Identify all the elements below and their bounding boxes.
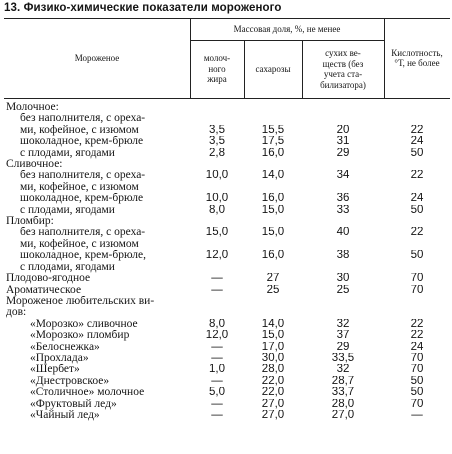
solids-value: 28,7 <box>331 375 355 387</box>
header-solids <box>302 40 384 98</box>
table-row <box>4 330 450 341</box>
table-row <box>4 205 450 216</box>
table-title: 13. Физико-химические показатели мороженого <box>4 2 282 14</box>
solids-value: 36 <box>336 193 350 205</box>
table-row <box>4 296 450 307</box>
sugar-value <box>244 159 302 170</box>
acidity-value: — <box>411 409 423 421</box>
acidity-value: 50 <box>410 387 424 399</box>
table-row <box>4 148 450 159</box>
table-row <box>4 342 450 353</box>
acidity-value: 50 <box>410 375 424 387</box>
solids-value: 38 <box>336 250 350 262</box>
solids-value <box>302 216 384 227</box>
solids-value: 28,0 <box>331 398 355 410</box>
acidity-value: 24 <box>410 136 424 148</box>
table-row <box>4 285 450 296</box>
solids-value: 33,5 <box>331 352 355 364</box>
fat-value: 2,8 <box>209 147 225 159</box>
header-product <box>4 18 190 98</box>
row-name: Мороженое любительских ви- <box>6 295 155 307</box>
row-name: ми, кофейное, с изюмом <box>20 238 139 250</box>
acidity-value <box>384 239 450 250</box>
sugar-value <box>244 102 302 113</box>
sugar-value: 17,5 <box>261 136 285 148</box>
solids-value <box>302 296 384 307</box>
row-name: «Морозко» пломбир <box>30 330 130 342</box>
solids-value: 37 <box>336 330 350 342</box>
table-row <box>4 193 450 204</box>
row-name: ми, кофейное, с изюмом <box>20 124 139 136</box>
solids-value: 20 <box>336 124 350 136</box>
row-name: Ароматическое <box>6 284 82 296</box>
fat-value: — <box>211 409 223 421</box>
sugar-value <box>244 262 302 273</box>
table-row <box>4 170 450 181</box>
sugar-value: 14,0 <box>261 170 285 182</box>
row-name: Плодово-ягодное <box>6 273 91 285</box>
acidity-value: 24 <box>410 341 424 353</box>
acidity-value <box>384 296 450 307</box>
solids-value <box>302 102 384 113</box>
table-row <box>4 102 450 113</box>
sugar-value: 27,0 <box>261 398 285 410</box>
fat-value: 3,5 <box>209 136 225 148</box>
row-name: без наполнителя, с ореха- <box>20 227 146 239</box>
acidity-value: 22 <box>410 170 424 182</box>
row-name: с плодами, ягодами <box>20 147 115 159</box>
fat-value <box>190 113 244 124</box>
sugar-value: 14,0 <box>261 318 285 330</box>
solids-value: 27,0 <box>331 409 355 421</box>
acidity-value <box>384 113 450 124</box>
header-solids-line: сухих ве- <box>325 48 361 58</box>
sugar-value: 27 <box>266 273 280 285</box>
acidity-value <box>384 102 450 113</box>
row-name: «Белоснежка» <box>30 341 100 353</box>
fat-value: — <box>211 375 223 387</box>
fat-value: 3,5 <box>209 124 225 136</box>
fat-value: 5,0 <box>209 387 225 399</box>
solids-value <box>302 182 384 193</box>
header-fat <box>190 40 244 98</box>
row-name: «Шербет» <box>30 364 80 376</box>
fat-value <box>190 239 244 250</box>
sugar-value: 27,0 <box>261 409 285 421</box>
sugar-value: 15,0 <box>261 330 285 342</box>
sugar-value <box>244 307 302 318</box>
sugar-value: 16,0 <box>261 147 285 159</box>
table-row <box>4 307 450 318</box>
sugar-value: 15,5 <box>261 124 285 136</box>
fat-value <box>190 307 244 318</box>
fat-value: 1,0 <box>209 364 225 376</box>
header-bottom-rule <box>4 98 450 99</box>
solids-value: 33 <box>336 204 350 216</box>
acidity-value <box>384 159 450 170</box>
row-name: Пломбир: <box>6 216 54 228</box>
acidity-value: 70 <box>410 398 424 410</box>
solids-value: 33,7 <box>331 387 355 399</box>
data-table <box>4 102 450 421</box>
solids-value: 25 <box>336 284 350 296</box>
solids-value <box>302 307 384 318</box>
row-name: «Фруктовый лед» <box>30 398 117 410</box>
acidity-value: 70 <box>410 352 424 364</box>
row-name: «Чайный лед» <box>30 409 100 421</box>
acidity-value <box>384 216 450 227</box>
header-acidity <box>384 18 450 98</box>
row-name: с плодами, ягодами <box>20 261 115 273</box>
fat-value <box>190 262 244 273</box>
acidity-value: 70 <box>410 273 424 285</box>
fat-value <box>190 296 244 307</box>
fat-value: 15,0 <box>205 227 229 239</box>
header-product-label: Мороженое <box>74 52 120 63</box>
sugar-value <box>244 182 302 193</box>
table-row <box>4 273 450 284</box>
acidity-value: 50 <box>410 147 424 159</box>
acidity-value <box>384 182 450 193</box>
fat-value <box>190 102 244 113</box>
sugar-value <box>244 296 302 307</box>
fat-value <box>190 159 244 170</box>
acidity-value: 22 <box>410 124 424 136</box>
table-row <box>4 182 450 193</box>
acidity-value: 24 <box>410 193 424 205</box>
sugar-value: 15,0 <box>261 204 285 216</box>
fat-value: — <box>211 341 223 353</box>
sugar-value <box>244 113 302 124</box>
row-name: ми, кофейное, с изюмом <box>20 181 139 193</box>
table-row <box>4 376 450 387</box>
row-name: «Днестровское» <box>30 375 110 387</box>
sugar-value <box>244 239 302 250</box>
sugar-value: 17,0 <box>261 341 285 353</box>
acidity-value: 22 <box>410 330 424 342</box>
fat-value: — <box>211 352 223 364</box>
acidity-value: 50 <box>410 204 424 216</box>
row-name: шоколадное, крем-брюле <box>20 136 144 148</box>
sugar-value <box>244 216 302 227</box>
acidity-value: 70 <box>410 284 424 296</box>
table-row <box>4 410 450 421</box>
solids-value: 40 <box>336 227 350 239</box>
solids-value <box>302 113 384 124</box>
fat-value: 12,0 <box>205 330 229 342</box>
row-name: Сливочное: <box>6 159 63 171</box>
header-solids-line: билизатора) <box>320 79 366 90</box>
fat-value <box>190 182 244 193</box>
solids-value: 32 <box>336 318 350 330</box>
row-name: «Прохлада» <box>30 352 89 364</box>
row-name: шоколадное, крем-брюле <box>20 193 144 205</box>
sugar-value: 16,0 <box>261 193 285 205</box>
row-name: без наполнителя, с ореха- <box>20 170 146 182</box>
sugar-value: 22,0 <box>261 375 285 387</box>
row-name: без наполнителя, с ореха- <box>20 113 146 125</box>
fat-value: 10,0 <box>205 193 229 205</box>
acidity-value: 22 <box>410 318 424 330</box>
sugar-value: 30,0 <box>261 352 285 364</box>
acidity-value: 70 <box>410 364 424 376</box>
row-name: с плодами, ягодами <box>20 204 115 216</box>
row-name: Молочное: <box>6 102 59 113</box>
header-solids-line: ществ (без <box>322 58 364 69</box>
header-group-label: Массовая доля, %, не менее <box>233 23 341 34</box>
table-row <box>4 136 450 147</box>
fat-value: — <box>211 273 223 285</box>
header-acidity-line: Кислотность, <box>391 47 443 58</box>
fat-value <box>190 216 244 227</box>
row-name: «Морозко» сливочное <box>30 318 138 330</box>
table-row <box>4 227 450 238</box>
fat-value: — <box>211 284 223 296</box>
table-body <box>4 102 450 421</box>
solids-value: 29 <box>336 147 350 159</box>
solids-value: 34 <box>336 170 350 182</box>
solids-value: 32 <box>336 364 350 376</box>
table-row <box>4 113 450 124</box>
table-row <box>4 353 450 364</box>
sugar-value: 16,0 <box>261 250 285 262</box>
table-row <box>4 399 450 410</box>
fat-value: 12,0 <box>205 250 229 262</box>
solids-value: 30 <box>336 273 350 285</box>
sugar-value: 28,0 <box>261 364 285 376</box>
solids-value: 31 <box>336 136 350 148</box>
solids-value <box>302 262 384 273</box>
table-row <box>4 250 450 261</box>
sugar-value: 15,0 <box>261 227 285 239</box>
table-row <box>4 125 450 136</box>
header-sugar-line: сахарозы <box>255 63 291 74</box>
table-row <box>4 364 450 375</box>
header-fat-line: жира <box>207 74 227 85</box>
header-fat-line: ного <box>208 63 226 74</box>
fat-value: 8,0 <box>209 318 225 330</box>
row-name: «Столичное» молочное <box>30 387 145 399</box>
header-fat-line: молоч- <box>203 53 231 64</box>
solids-value: 29 <box>336 341 350 353</box>
header-group <box>190 18 384 40</box>
solids-value <box>302 159 384 170</box>
solids-value <box>302 239 384 250</box>
row-name: шоколадное, крем-брюле, <box>20 250 146 262</box>
table-row <box>4 262 450 273</box>
fat-value: — <box>211 398 223 410</box>
header-acidity-line: °Т, не более <box>394 58 440 68</box>
sugar-value: 25 <box>266 284 280 296</box>
table-row <box>4 159 450 170</box>
header-sugar <box>244 40 302 98</box>
acidity-value <box>384 307 450 318</box>
row-name: дов: <box>6 307 27 319</box>
acidity-value: 50 <box>410 250 424 262</box>
acidity-value: 22 <box>410 227 424 239</box>
header-solids-line: учета ста- <box>323 69 363 79</box>
acidity-value <box>384 262 450 273</box>
fat-value: 10,0 <box>205 170 229 182</box>
table-row <box>4 387 450 398</box>
table-row <box>4 319 450 330</box>
fat-value: 8,0 <box>209 204 225 216</box>
sugar-value: 22,0 <box>261 387 285 399</box>
table-row <box>4 239 450 250</box>
table-row <box>4 216 450 227</box>
